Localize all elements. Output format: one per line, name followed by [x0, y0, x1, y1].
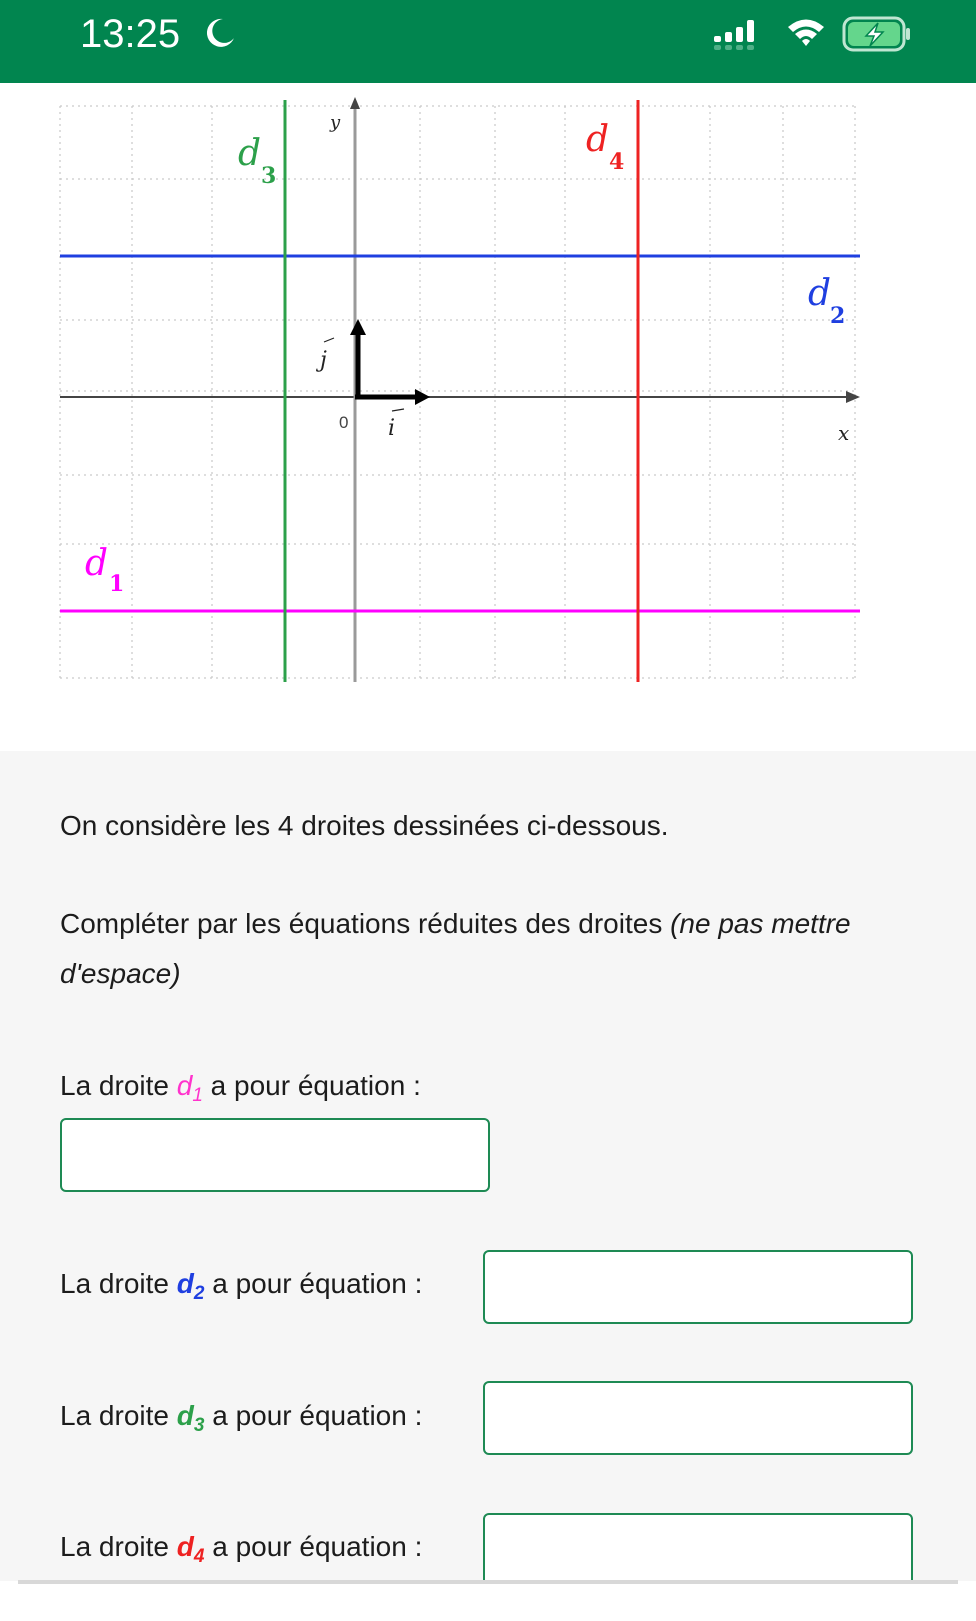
instruction-text	[60, 899, 920, 999]
lines-figure	[0, 83, 976, 751]
bottom-area	[0, 1584, 976, 1621]
question-suffix: a pour équation :	[204, 1400, 423, 1431]
equation-input-d4[interactable]	[483, 1513, 913, 1587]
vector-i-arrow-mark	[392, 409, 404, 411]
vector-j-label: j	[320, 348, 327, 373]
svg-text:4: 4	[609, 149, 625, 175]
exercise-panel	[0, 751, 976, 1581]
question-prefix: La droite	[60, 1400, 177, 1431]
status-time: 13:25	[80, 12, 181, 56]
vector-j-arrow-mark	[324, 338, 334, 342]
label-d1	[85, 543, 124, 597]
equation-input-d1[interactable]	[60, 1118, 490, 1192]
signal-icon	[714, 20, 762, 50]
line-name-d2: $d_2$	[176, 1268, 205, 1304]
question-d4	[60, 1522, 422, 1582]
line-name-d3: $d_3$	[176, 1400, 205, 1436]
instruction-main: Compléter par les équations réduites des droites	[60, 908, 671, 939]
intro-text: On considère les 4 droites dessinées ci-dessous.	[60, 810, 669, 841]
label-d4	[586, 119, 624, 175]
label-d2	[808, 273, 845, 329]
svg-text:d: d	[808, 273, 832, 314]
question-d1	[60, 1061, 421, 1121]
status-bar	[0, 0, 976, 83]
question-prefix: La droite	[60, 1070, 177, 1101]
line-name-d4: $d_4$	[176, 1531, 205, 1567]
grid	[60, 106, 855, 678]
instruction-hint: (ne pas mettre d'espace)	[60, 908, 851, 989]
question-prefix: La droite	[60, 1531, 177, 1562]
svg-text:d: d	[238, 133, 262, 174]
svg-text:d: d	[85, 543, 109, 584]
equation-input-d3[interactable]	[483, 1381, 913, 1455]
svg-text:d: d	[586, 119, 610, 160]
vector-i-label: i	[388, 416, 396, 441]
svg-text:2: 2	[830, 303, 846, 329]
label-d3	[238, 133, 276, 189]
svg-text:3: 3	[261, 163, 277, 189]
question-d2	[60, 1259, 422, 1319]
question-suffix: a pour équation :	[204, 1268, 423, 1299]
battery-charging-icon	[842, 14, 912, 54]
vector-j	[350, 319, 366, 397]
line-name-d1: $d_1$	[176, 1070, 203, 1106]
x-axis	[60, 391, 860, 403]
question-d3	[60, 1391, 422, 1451]
question-suffix: a pour équation :	[204, 1531, 423, 1562]
y-axis-label: y	[330, 112, 341, 133]
wifi-icon	[786, 16, 826, 48]
origin-label: 0	[339, 413, 349, 432]
question-suffix: a pour équation :	[202, 1070, 421, 1101]
question-prefix: La droite	[60, 1268, 177, 1299]
moon-icon	[203, 16, 237, 50]
equation-input-d2[interactable]	[483, 1250, 913, 1324]
x-axis-label: x	[838, 421, 850, 445]
graph-svg	[0, 83, 976, 751]
svg-text:1: 1	[109, 571, 125, 597]
